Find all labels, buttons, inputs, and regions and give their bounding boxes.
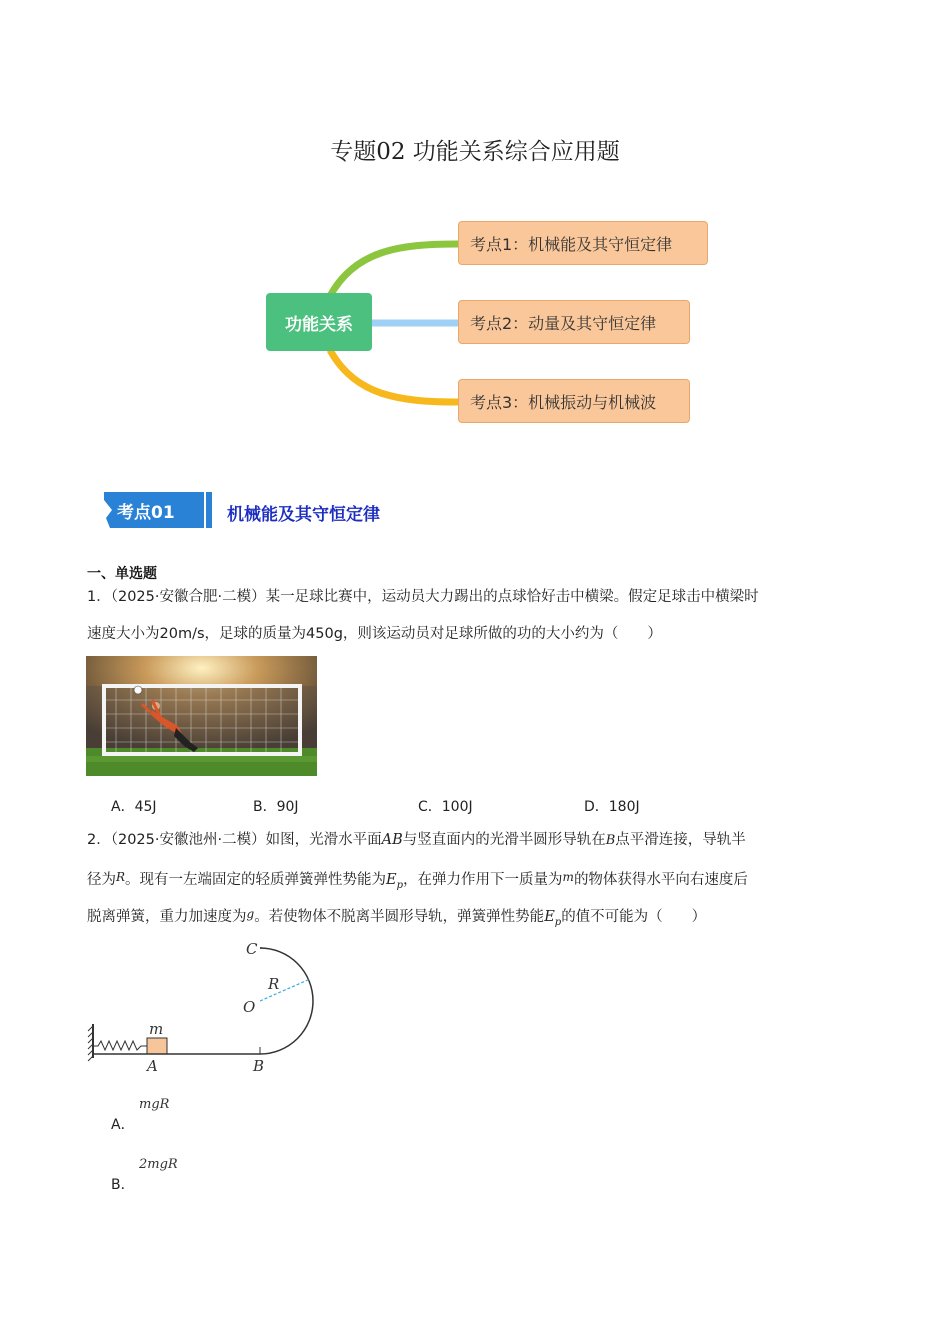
mindmap-node-3: 考点3：机械振动与机械波	[458, 379, 690, 423]
q2-option-a-label: A．	[111, 1117, 135, 1133]
page-title: 专题02 功能关系综合应用题	[330, 139, 620, 165]
q2-label-r: R	[268, 975, 280, 993]
mindmap-node-2: 考点2：动量及其守恒定律	[458, 300, 690, 344]
q1-line-2: 速度大小为20m/s，足球的质量为450g，则该运动员对足球所做的功的大小约为（ ）	[87, 626, 662, 642]
mindmap-node-1: 考点1：机械能及其守恒定律	[458, 221, 708, 265]
section-title: 机械能及其守恒定律	[227, 505, 380, 525]
q2-line-2: 径为$^R$。现有一左端固定的轻质弹簧弹性势能为$E_p$，在弹力作用下一质量为$^m$的物体获得水平向右速度后	[87, 870, 748, 891]
q2-label-m: m	[149, 1020, 164, 1038]
q2-spring-track-diagram	[86, 936, 326, 1081]
q2-option-a-expr: mgR	[139, 1097, 170, 1112]
q1-option-d: D．180J	[584, 799, 640, 815]
q2-label-a: A	[147, 1057, 158, 1075]
q2-line-1: 2．（2025·安徽池州·二模）如图，光滑水平面AB与竖直面内的光滑半圆形导轨在B点平滑连接，导轨半	[87, 832, 746, 848]
branch-line-3	[330, 350, 458, 402]
q1-goalkeeper-photo	[86, 656, 317, 776]
question-type-heading: 一、单选题	[87, 566, 157, 582]
q2-option-b-label: B．	[111, 1177, 135, 1193]
q2-option-b-expr: 2mgR	[139, 1157, 178, 1172]
q2-label-b: B	[253, 1057, 265, 1075]
q1-option-a: A．45J	[111, 799, 157, 815]
q1-option-b: B．90J	[253, 799, 299, 815]
section-badge	[100, 488, 215, 536]
q2-label-o: O	[243, 998, 256, 1016]
q1-line-1: 1．（2025·安徽合肥·二模）某一足球比赛中，运动员大力踢出的点球恰好击中横梁。假定足球击中横梁时	[87, 589, 759, 605]
q2-label-c: C	[246, 940, 258, 958]
section-badge-label: 考点01	[117, 503, 175, 523]
mindmap-root: 功能关系	[266, 293, 372, 351]
q2-line-3: 脱离弹簧，重力加速度为$^g$。若使物体不脱离半圆形导轨，弹簧弹性势能$E_p$的值不可能为（ ）	[87, 907, 707, 928]
branch-line-1	[330, 244, 458, 296]
q1-option-c: C．100J	[418, 799, 473, 815]
